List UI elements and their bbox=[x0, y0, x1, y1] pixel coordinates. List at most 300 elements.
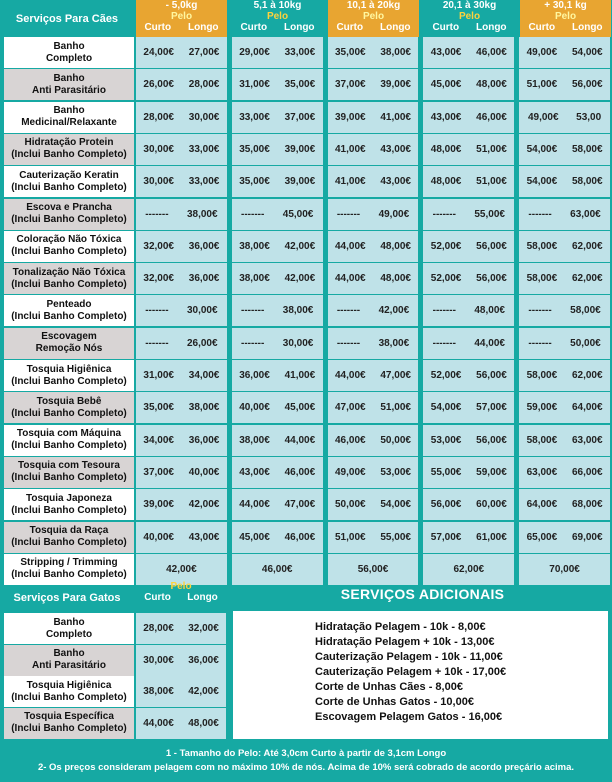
pelo-label: Pelo bbox=[362, 11, 385, 22]
dog-service-row bbox=[4, 392, 610, 424]
price-cell bbox=[423, 166, 514, 197]
price-longo: 56,00€ bbox=[571, 79, 603, 91]
price-curto: 44,00€ bbox=[334, 273, 366, 285]
price-curto: 48,00€ bbox=[430, 143, 462, 155]
price-cell bbox=[328, 457, 419, 488]
price-curto: 64,00€ bbox=[526, 499, 558, 511]
service-name: Tosquia com Tesoura (Inclui Banho Completo) bbox=[4, 457, 134, 488]
price-curto: 65,00€ bbox=[526, 531, 558, 543]
price-cell bbox=[232, 457, 323, 488]
service-name: Cauterização Keratin (Inclui Banho Completo) bbox=[4, 166, 134, 197]
price-cell bbox=[232, 199, 323, 230]
curto-label: Curto bbox=[240, 22, 268, 33]
price-cell bbox=[328, 199, 419, 230]
size-label: 20,1 à 30kg bbox=[442, 0, 497, 11]
price-cell bbox=[136, 295, 227, 326]
additional-services-title: SERVIÇOS ADICIONAIS bbox=[340, 586, 505, 602]
additional-service-item: Corte de Unhas Cães - 8,00€ bbox=[315, 681, 463, 693]
price-longo: 33,00€ bbox=[284, 47, 316, 58]
cats-longo-label: Longo bbox=[187, 592, 218, 603]
price-cell bbox=[136, 489, 227, 520]
price-curto: ------- bbox=[432, 208, 456, 220]
price-longo: 30,00€ bbox=[282, 337, 314, 349]
price-cell bbox=[519, 37, 610, 68]
price-cell bbox=[232, 263, 323, 294]
price-cell bbox=[519, 425, 610, 456]
dogs-section-title: Serviços Para Cães bbox=[15, 13, 119, 25]
price-longo: 36,00€ bbox=[188, 434, 220, 446]
cat-service-row bbox=[4, 708, 226, 740]
price-curto: 51,00€ bbox=[334, 531, 366, 543]
price-longo: 43,00€ bbox=[188, 531, 220, 543]
price-longo: 56,00€ bbox=[476, 434, 507, 446]
additional-service-item: Cauterização Pelagem - 10k - 11,00€ bbox=[315, 651, 503, 663]
curto-label: Curto bbox=[336, 22, 364, 33]
price-cell bbox=[136, 457, 227, 488]
price-curto: 30,00€ bbox=[143, 654, 174, 666]
price-cell bbox=[136, 360, 227, 391]
price-longo: 55,00€ bbox=[380, 531, 411, 543]
price-cell bbox=[136, 392, 227, 423]
price-longo: 43,00€ bbox=[380, 176, 411, 188]
service-name: Tosquia Higiênica (Inclui Banho Completo) bbox=[4, 676, 134, 707]
price-cell bbox=[232, 166, 323, 197]
price-longo: 28,00€ bbox=[188, 79, 220, 91]
dog-service-row bbox=[4, 134, 610, 166]
price-curto: 63,00€ bbox=[526, 466, 558, 478]
price-longo: 38,00€ bbox=[282, 305, 314, 317]
price-cell bbox=[328, 489, 419, 520]
price-cell bbox=[136, 102, 227, 133]
price-longo: 58,00€ bbox=[570, 305, 601, 317]
price-cell bbox=[328, 231, 419, 262]
price-curto: ------- bbox=[336, 208, 361, 220]
price-longo: 38,00€ bbox=[186, 208, 218, 220]
price-longo: 57,00€ bbox=[476, 402, 507, 414]
price-curto: 24,00€ bbox=[143, 47, 174, 58]
price-curto: 47,00€ bbox=[334, 402, 366, 414]
price-cell bbox=[519, 295, 610, 326]
price-cell bbox=[328, 522, 419, 553]
service-name: Tonalização Não Tóxica (Inclui Banho Completo) bbox=[4, 263, 134, 294]
price-cell bbox=[328, 37, 419, 68]
dog-service-row bbox=[4, 360, 610, 392]
price-longo: 38,00€ bbox=[378, 337, 410, 349]
price-longo: 42,00€ bbox=[378, 305, 410, 317]
size-label: 5,1 à 10kg bbox=[253, 0, 302, 11]
service-name: Coloração Não Tóxica (Inclui Banho Completo) bbox=[4, 231, 134, 262]
price-curto: 45,00€ bbox=[239, 531, 270, 543]
price-longo: 45,00€ bbox=[282, 208, 314, 220]
price-cell bbox=[136, 263, 227, 294]
additional-services-box bbox=[233, 611, 608, 739]
price-longo: 49,00€ bbox=[378, 208, 410, 220]
price-curto: 56,00€ bbox=[430, 499, 462, 511]
price-curto: 38,00€ bbox=[239, 273, 270, 285]
price-cell bbox=[423, 102, 514, 133]
price-curto: 43,00€ bbox=[239, 466, 270, 478]
price-longo: 62,00€ bbox=[571, 240, 603, 252]
curto-label: Curto bbox=[432, 22, 460, 33]
price-curto: 32,00€ bbox=[143, 273, 174, 285]
additional-service-item: Hidratação Pelagem - 10k - 8,00€ bbox=[315, 621, 486, 633]
dog-service-row bbox=[4, 69, 610, 101]
price-cell bbox=[328, 69, 419, 100]
price-curto: ------- bbox=[241, 337, 265, 349]
price-cell bbox=[423, 69, 514, 100]
price-cell bbox=[519, 134, 610, 165]
price-curto: 28,00€ bbox=[143, 111, 174, 123]
dog-service-row bbox=[4, 328, 610, 360]
price-curto: 54,00€ bbox=[526, 176, 558, 188]
price-longo: 33,00€ bbox=[188, 176, 220, 188]
price-curto: 52,00€ bbox=[430, 273, 462, 285]
price-longo: 36,00€ bbox=[188, 240, 220, 252]
price-curto: 50,00€ bbox=[334, 499, 366, 511]
price-longo: 26,00€ bbox=[186, 337, 218, 349]
price-cell bbox=[136, 134, 227, 165]
price-longo: 58,00€ bbox=[571, 176, 603, 188]
price-longo: 56,00€ bbox=[476, 273, 507, 285]
price-cell bbox=[328, 360, 419, 391]
cats-curto-label: Curto bbox=[144, 592, 171, 603]
price-curto: 38,00€ bbox=[239, 240, 270, 252]
price-curto: 52,00€ bbox=[430, 240, 462, 252]
price-cell bbox=[423, 199, 514, 230]
price-cell bbox=[328, 425, 419, 456]
price-longo: 64,00€ bbox=[571, 402, 603, 414]
price-curto: ------- bbox=[145, 305, 169, 317]
price-longo: 56,00€ bbox=[476, 370, 507, 381]
price-cell bbox=[136, 676, 226, 707]
price-curto: 45,00€ bbox=[430, 79, 462, 91]
price-curto: 26,00€ bbox=[143, 79, 174, 91]
price-longo: 51,00€ bbox=[476, 143, 507, 155]
price-longo: 62,00€ bbox=[571, 273, 603, 285]
service-name: Stripping / Trimming (Inclui Banho Completo) bbox=[4, 554, 134, 585]
price-curto: 55,00€ bbox=[430, 466, 462, 478]
price-longo: 30,00€ bbox=[186, 305, 218, 317]
price-curto: ------- bbox=[241, 208, 265, 220]
price-curto: 31,00€ bbox=[143, 370, 174, 381]
price-cell bbox=[423, 522, 514, 553]
price-longo: 51,00€ bbox=[380, 402, 411, 414]
price-longo: 30,00€ bbox=[188, 111, 220, 123]
price-curto: ------- bbox=[336, 305, 361, 317]
price-longo: 58,00€ bbox=[571, 143, 603, 155]
price-longo: 47,00€ bbox=[284, 499, 316, 511]
dog-service-row bbox=[4, 231, 610, 263]
dog-service-row bbox=[4, 102, 610, 134]
price-cell bbox=[136, 231, 227, 262]
service-name: Tosquia Específica (Inclui Banho Completo) bbox=[4, 708, 134, 739]
price-cell bbox=[423, 457, 514, 488]
price-curto: 29,00€ bbox=[239, 47, 270, 58]
additional-services-list bbox=[315, 620, 506, 725]
service-name: Hidratação Protein (Inclui Banho Completo) bbox=[4, 134, 134, 165]
price-longo: 50,00€ bbox=[570, 337, 601, 349]
price-curto: ------- bbox=[528, 305, 552, 317]
price-curto: 49,00€ bbox=[526, 47, 558, 58]
service-name: Banho Completo bbox=[4, 37, 134, 68]
price-cell bbox=[232, 489, 323, 520]
price-cell bbox=[423, 425, 514, 456]
longo-label: Longo bbox=[380, 22, 411, 33]
price-curto: 46,00€ bbox=[334, 434, 366, 446]
price-longo: 59,00€ bbox=[476, 466, 507, 478]
price-longo: 48,00€ bbox=[474, 305, 505, 317]
price-curto: 35,00€ bbox=[239, 143, 270, 155]
price-curto: 41,00€ bbox=[334, 176, 366, 188]
cat-service-row bbox=[4, 645, 226, 677]
price-longo: 39,00€ bbox=[284, 143, 316, 155]
price-curto: 49,00€ bbox=[527, 111, 559, 123]
price-cell bbox=[423, 328, 514, 359]
service-name: Tosquia da Raça (Inclui Banho Completo) bbox=[4, 522, 134, 553]
price-cell bbox=[328, 328, 419, 359]
price-cell bbox=[423, 263, 514, 294]
price-longo: 46,00€ bbox=[284, 466, 316, 478]
price-longo: 63,00€ bbox=[570, 208, 601, 220]
price-longo: 66,00€ bbox=[571, 466, 603, 478]
price-cell bbox=[423, 134, 514, 165]
price-curto: 38,00€ bbox=[239, 434, 270, 446]
price-cell bbox=[328, 166, 419, 197]
price-longo: 37,00€ bbox=[284, 111, 316, 123]
price-longo: 60,00€ bbox=[476, 499, 507, 511]
additional-service-item: Corte de Unhas Gatos - 10,00€ bbox=[315, 696, 474, 708]
price-longo: 61,00€ bbox=[476, 531, 507, 543]
price-cell bbox=[519, 457, 610, 488]
price-curto: 35,00€ bbox=[143, 402, 174, 414]
price-longo: 62,00€ bbox=[571, 370, 603, 381]
price-longo: 41,00€ bbox=[284, 370, 316, 381]
price-cell bbox=[136, 425, 227, 456]
price-cell bbox=[232, 102, 323, 133]
price-longo: 42,00€ bbox=[188, 686, 219, 697]
price-cell bbox=[136, 69, 227, 100]
price-curto: 54,00€ bbox=[526, 143, 558, 155]
price-curto: 37,00€ bbox=[334, 79, 366, 91]
price-cell bbox=[136, 37, 227, 68]
price-cell bbox=[136, 166, 227, 197]
price-cell bbox=[519, 102, 610, 133]
price-longo: 41,00€ bbox=[380, 111, 411, 123]
price-longo: 46,00€ bbox=[476, 47, 507, 58]
price-cell bbox=[232, 392, 323, 423]
size-label: + 30,1 kg bbox=[544, 0, 587, 11]
price-cell bbox=[519, 199, 610, 230]
price-cell bbox=[328, 263, 419, 294]
price-cell bbox=[232, 328, 323, 359]
price-longo: 54,00€ bbox=[380, 499, 411, 511]
curto-label: Curto bbox=[528, 22, 556, 33]
price-cell bbox=[232, 134, 323, 165]
price-curto: 39,00€ bbox=[143, 499, 174, 511]
cat-service-row bbox=[4, 676, 226, 708]
price-curto: ------- bbox=[241, 305, 265, 317]
price-cell bbox=[232, 231, 323, 262]
service-name: Banho Medicinal/Relaxante bbox=[4, 102, 134, 133]
price-longo: 47,00€ bbox=[380, 370, 411, 381]
dog-service-row bbox=[4, 263, 610, 295]
price-curto: 48,00€ bbox=[430, 176, 462, 188]
price-curto: ------- bbox=[528, 208, 552, 220]
price-longo: 63,00€ bbox=[571, 434, 603, 446]
service-name: Penteado (Inclui Banho Completo) bbox=[4, 295, 134, 326]
price-curto: 58,00€ bbox=[526, 434, 558, 446]
price-longo: 68,00€ bbox=[571, 499, 603, 511]
service-name: Tosquia com Máquina (Inclui Banho Completo) bbox=[4, 425, 134, 456]
additional-service-item: Hidratação Pelagem + 10k - 13,00€ bbox=[315, 636, 495, 648]
price-cell bbox=[423, 489, 514, 520]
price-longo: 54,00€ bbox=[571, 47, 603, 58]
size-header-0 bbox=[136, 0, 227, 37]
price-cell bbox=[519, 392, 610, 423]
price-longo: 40,00€ bbox=[188, 466, 220, 478]
dog-service-row bbox=[4, 457, 610, 489]
price-curto: 44,00€ bbox=[143, 717, 174, 729]
price-longo: 42,00€ bbox=[284, 240, 316, 252]
price-cell: 70,00€ bbox=[519, 554, 610, 585]
price-cell bbox=[519, 360, 610, 391]
price-longo: 48,00€ bbox=[380, 273, 411, 285]
pelo-label: Pelo bbox=[170, 11, 193, 22]
price-curto: 30,00€ bbox=[143, 143, 174, 155]
service-name: Banho Completo bbox=[4, 613, 134, 644]
price-longo: 51,00€ bbox=[476, 176, 507, 188]
price-cell bbox=[423, 37, 514, 68]
price-curto: 30,00€ bbox=[143, 176, 174, 188]
cats-section-title: Serviços Para Gatos bbox=[13, 592, 121, 604]
price-longo: 55,00€ bbox=[474, 208, 505, 220]
price-curto: 35,00€ bbox=[239, 176, 270, 188]
price-longo: 44,00€ bbox=[284, 434, 316, 446]
cats-size-header bbox=[136, 581, 226, 611]
price-cell bbox=[232, 360, 323, 391]
price-curto: 36,00€ bbox=[239, 370, 270, 381]
price-curto: ------- bbox=[145, 208, 169, 220]
price-curto: 34,00€ bbox=[143, 434, 174, 446]
price-curto: ------- bbox=[432, 337, 456, 349]
price-curto: 52,00€ bbox=[430, 370, 462, 381]
longo-label: Longo bbox=[572, 22, 603, 33]
price-cell bbox=[328, 134, 419, 165]
cat-service-row bbox=[4, 613, 226, 645]
price-longo: 36,00€ bbox=[188, 273, 220, 285]
price-longo: 48,00€ bbox=[188, 717, 219, 729]
dog-service-row bbox=[4, 489, 610, 521]
note-2: 2- Os preços consideram pelagem com no máximo 10% de nós. Acima de 10% será cobrado de acordo preçário acima. bbox=[37, 762, 575, 773]
price-curto: 49,00€ bbox=[334, 466, 366, 478]
price-curto: 58,00€ bbox=[526, 240, 558, 252]
price-curto: 44,00€ bbox=[334, 240, 366, 252]
price-cell bbox=[136, 613, 226, 644]
price-curto: 44,00€ bbox=[334, 370, 366, 381]
size-header-2 bbox=[328, 0, 419, 37]
price-cell bbox=[232, 37, 323, 68]
additional-service-item: Cauterização Pelagem + 10k - 17,00€ bbox=[315, 666, 507, 678]
price-longo: 46,00€ bbox=[476, 111, 507, 123]
service-name: Escova e Prancha (Inclui Banho Completo) bbox=[4, 199, 134, 230]
price-cell bbox=[519, 328, 610, 359]
price-curto: 41,00€ bbox=[334, 143, 366, 155]
price-longo: 38,00€ bbox=[188, 402, 220, 414]
price-longo: 42,00€ bbox=[188, 499, 220, 511]
price-curto: 43,00€ bbox=[430, 111, 462, 123]
price-curto: ------- bbox=[528, 337, 552, 349]
price-cell bbox=[519, 231, 610, 262]
price-curto: 32,00€ bbox=[143, 240, 174, 252]
price-curto: 58,00€ bbox=[526, 370, 558, 381]
price-cell: 42,00€ bbox=[136, 554, 227, 585]
price-longo: 42,00€ bbox=[284, 273, 316, 285]
service-name: Tosquia Bebê (Inclui Banho Completo) bbox=[4, 392, 134, 423]
dog-service-row bbox=[4, 199, 610, 231]
price-longo: 33,00€ bbox=[188, 143, 220, 155]
price-cell bbox=[136, 522, 227, 553]
size-label: - 5,0kg bbox=[165, 0, 198, 11]
price-curto: 58,00€ bbox=[526, 273, 558, 285]
price-cell bbox=[519, 69, 610, 100]
longo-label: Longo bbox=[476, 22, 507, 33]
longo-label: Longo bbox=[188, 22, 219, 33]
price-longo: 39,00€ bbox=[380, 79, 411, 91]
price-longo: 35,00€ bbox=[284, 79, 316, 91]
price-curto: ------- bbox=[336, 337, 361, 349]
price-longo: 53,00 bbox=[576, 111, 602, 123]
price-cell bbox=[423, 295, 514, 326]
service-name: Banho Anti Parasitário bbox=[4, 69, 134, 100]
service-name: Banho Anti Parasitário bbox=[4, 645, 134, 676]
pelo-label: Pelo bbox=[458, 11, 481, 22]
price-longo: 38,00€ bbox=[380, 47, 411, 58]
price-cell bbox=[519, 522, 610, 553]
dog-service-row bbox=[4, 166, 610, 198]
price-curto: 33,00€ bbox=[239, 111, 270, 123]
price-longo: 46,00€ bbox=[284, 531, 316, 543]
price-cell bbox=[328, 392, 419, 423]
price-curto: 53,00€ bbox=[430, 434, 462, 446]
price-cell bbox=[328, 295, 419, 326]
price-cell: 56,00€ bbox=[328, 554, 419, 585]
price-cell: 46,00€ bbox=[232, 554, 323, 585]
price-longo: 34,00€ bbox=[188, 370, 220, 381]
size-header-1 bbox=[232, 0, 323, 37]
price-longo: 50,00€ bbox=[380, 434, 411, 446]
price-longo: 45,00€ bbox=[284, 402, 316, 414]
size-header-4 bbox=[520, 0, 611, 37]
price-curto: 51,00€ bbox=[526, 79, 558, 91]
price-curto: ------- bbox=[145, 337, 169, 349]
longo-label: Longo bbox=[284, 22, 315, 33]
price-curto: 37,00€ bbox=[143, 466, 174, 478]
price-longo: 48,00€ bbox=[380, 240, 411, 252]
service-name: Escovagem Remoção Nós bbox=[4, 328, 134, 359]
price-cell bbox=[328, 102, 419, 133]
dog-service-row bbox=[4, 522, 610, 554]
price-cell bbox=[136, 328, 227, 359]
price-curto: 39,00€ bbox=[334, 111, 366, 123]
note-1: 1 - Tamanho do Pelo: Até 3,0cm Curto à partir de 3,1cm Longo bbox=[165, 748, 447, 759]
price-curto: 40,00€ bbox=[239, 402, 270, 414]
price-cell bbox=[519, 263, 610, 294]
size-header-3 bbox=[424, 0, 515, 37]
price-cell bbox=[232, 69, 323, 100]
price-curto: 28,00€ bbox=[143, 623, 174, 634]
pelo-label: Pelo bbox=[554, 11, 577, 22]
pelo-label: Pelo bbox=[266, 11, 289, 22]
